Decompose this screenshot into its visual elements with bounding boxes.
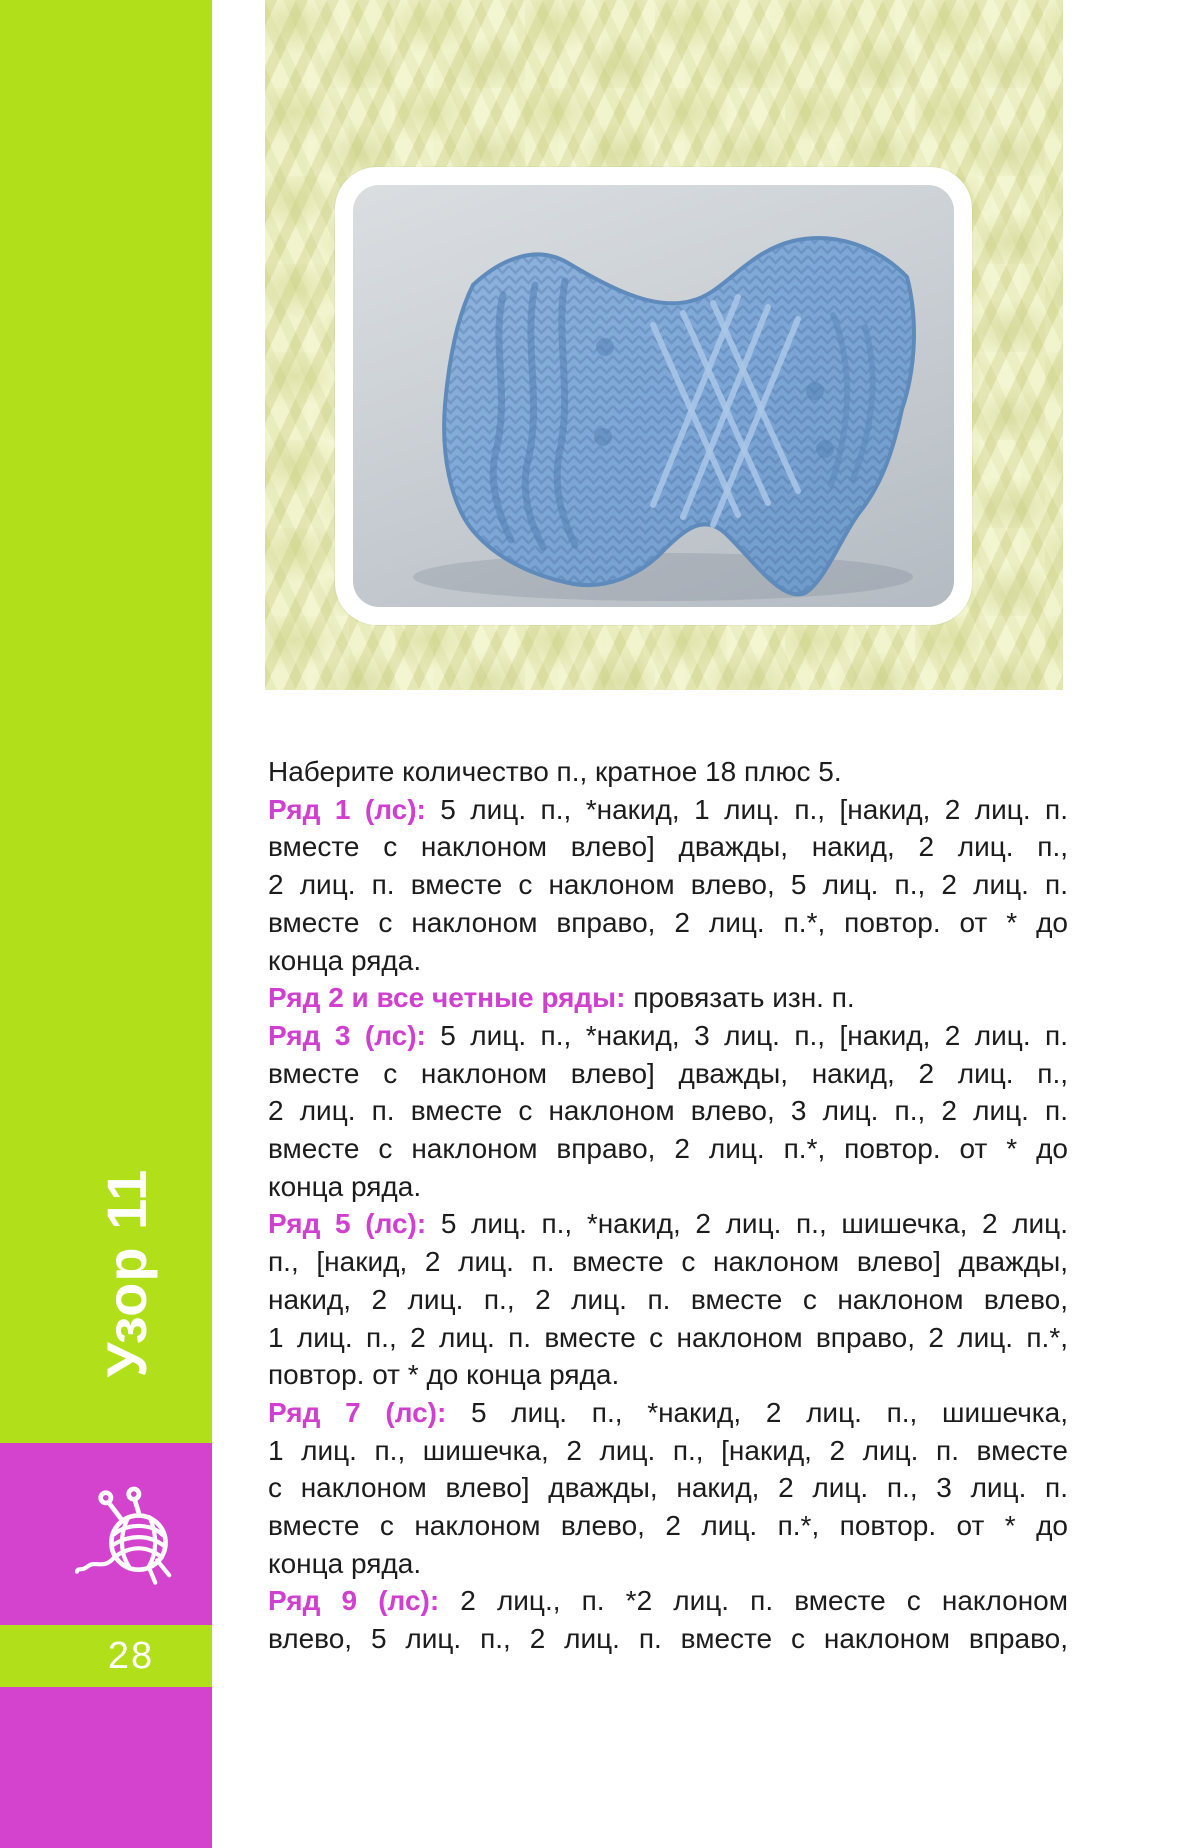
pattern-line: вместе с наклоном вправо, 2 лиц. п.*, повтор. от * до: [268, 906, 1068, 938]
pattern-title-vertical: Узор 11: [95, 1168, 158, 1378]
pattern-line: 1 лиц. п., 2 лиц. п. вместе с наклоном вправо, 2 лиц. п.*,: [268, 1321, 1068, 1353]
pattern-line: 2 лиц. п. вместе с наклоном влево, 3 лиц. п., 2 лиц. п.: [268, 1095, 1068, 1127]
pattern-rows: [268, 791, 1068, 1658]
row-label: Ряд 7 (лс):: [268, 1396, 447, 1428]
pattern-line: конца ряда.: [268, 944, 422, 976]
swatch-photo: [353, 185, 954, 607]
pattern-line: Ряд 9 (лс): 2 лиц., п. *2 лиц. п. вместе с наклоном: [268, 1585, 1068, 1617]
pattern-row: [268, 1205, 1068, 1394]
pattern-row: [268, 791, 1068, 980]
row-label: Ряд 5 (лс):: [268, 1208, 427, 1240]
pattern-line: накид, 2 лиц. п., 2 лиц. п. вместе с наклоном влево,: [268, 1283, 1068, 1315]
pattern-line: вместе с наклоном влево, 2 лиц. п.*, повтор. от * до: [268, 1510, 1068, 1542]
pattern-line: конца ряда.: [268, 1547, 422, 1579]
pattern-line: конца ряда.: [268, 1170, 422, 1202]
pattern-line: повтор. от * до конца ряда.: [268, 1359, 620, 1391]
page-number: 28: [107, 1634, 155, 1677]
pattern-line: вместе с наклоном вправо, 2 лиц. п.*, повтор. от * до: [268, 1133, 1068, 1165]
pattern-line: вместе с наклоном влево] дважды, накид, 2 лиц. п.,: [268, 831, 1068, 863]
cast-on-note: Наберите количество п., кратное 18 плюс 5.: [268, 756, 842, 787]
row-label: Ряд 2 и все четные ряды:: [268, 982, 626, 1014]
pattern-row: [268, 1582, 1068, 1657]
pattern-row: [268, 979, 1068, 1017]
instructions: [268, 753, 1068, 1658]
row-label: Ряд 3 (лс):: [268, 1019, 426, 1051]
swatch-photo-frame: [335, 167, 972, 625]
page-number-band: [0, 1625, 212, 1687]
yarn-ball-icon: [75, 1485, 187, 1589]
pattern-line: Ряд 7 (лс): 5 лиц. п., *накид, 2 лиц. п., шишечка,: [268, 1396, 1068, 1428]
pattern-line: влево, 5 лиц. п., 2 лиц. п. вместе с наклоном вправо,: [268, 1623, 1068, 1655]
pattern-line: 2 лиц. п. вместе с наклоном влево, 5 лиц. п., 2 лиц. п.: [268, 869, 1068, 901]
pattern-line: Ряд 5 (лс): 5 лиц. п., *накид, 2 лиц. п., шишечка, 2 лиц.: [268, 1208, 1068, 1240]
row-label: Ряд 9 (лс):: [268, 1585, 440, 1617]
pattern-line: вместе с наклоном влево] дважды, накид, 2 лиц. п.,: [268, 1057, 1068, 1089]
pattern-line: Ряд 3 (лс): 5 лиц. п., *накид, 3 лиц. п., [накид, 2 лиц. п.: [268, 1019, 1068, 1051]
row-label: Ряд 1 (лс):: [268, 793, 426, 825]
pattern-line: Ряд 2 и все четные ряды: провязать изн. п.: [268, 982, 855, 1014]
pattern-line: 1 лиц. п., шишечка, 2 лиц. п., [накид, 2 лиц. п. вместе: [268, 1434, 1068, 1466]
pattern-line: п., [накид, 2 лиц. п. вместе с наклоном влево] дважды,: [268, 1246, 1068, 1278]
pattern-line: с наклоном влево] дважды, накид, 2 лиц. п., 3 лиц. п.: [268, 1472, 1068, 1504]
pattern-row: [268, 1394, 1068, 1583]
pattern-line: Ряд 1 (лс): 5 лиц. п., *накид, 1 лиц. п., [накид, 2 лиц. п.: [268, 793, 1068, 825]
pattern-row: [268, 1017, 1068, 1206]
